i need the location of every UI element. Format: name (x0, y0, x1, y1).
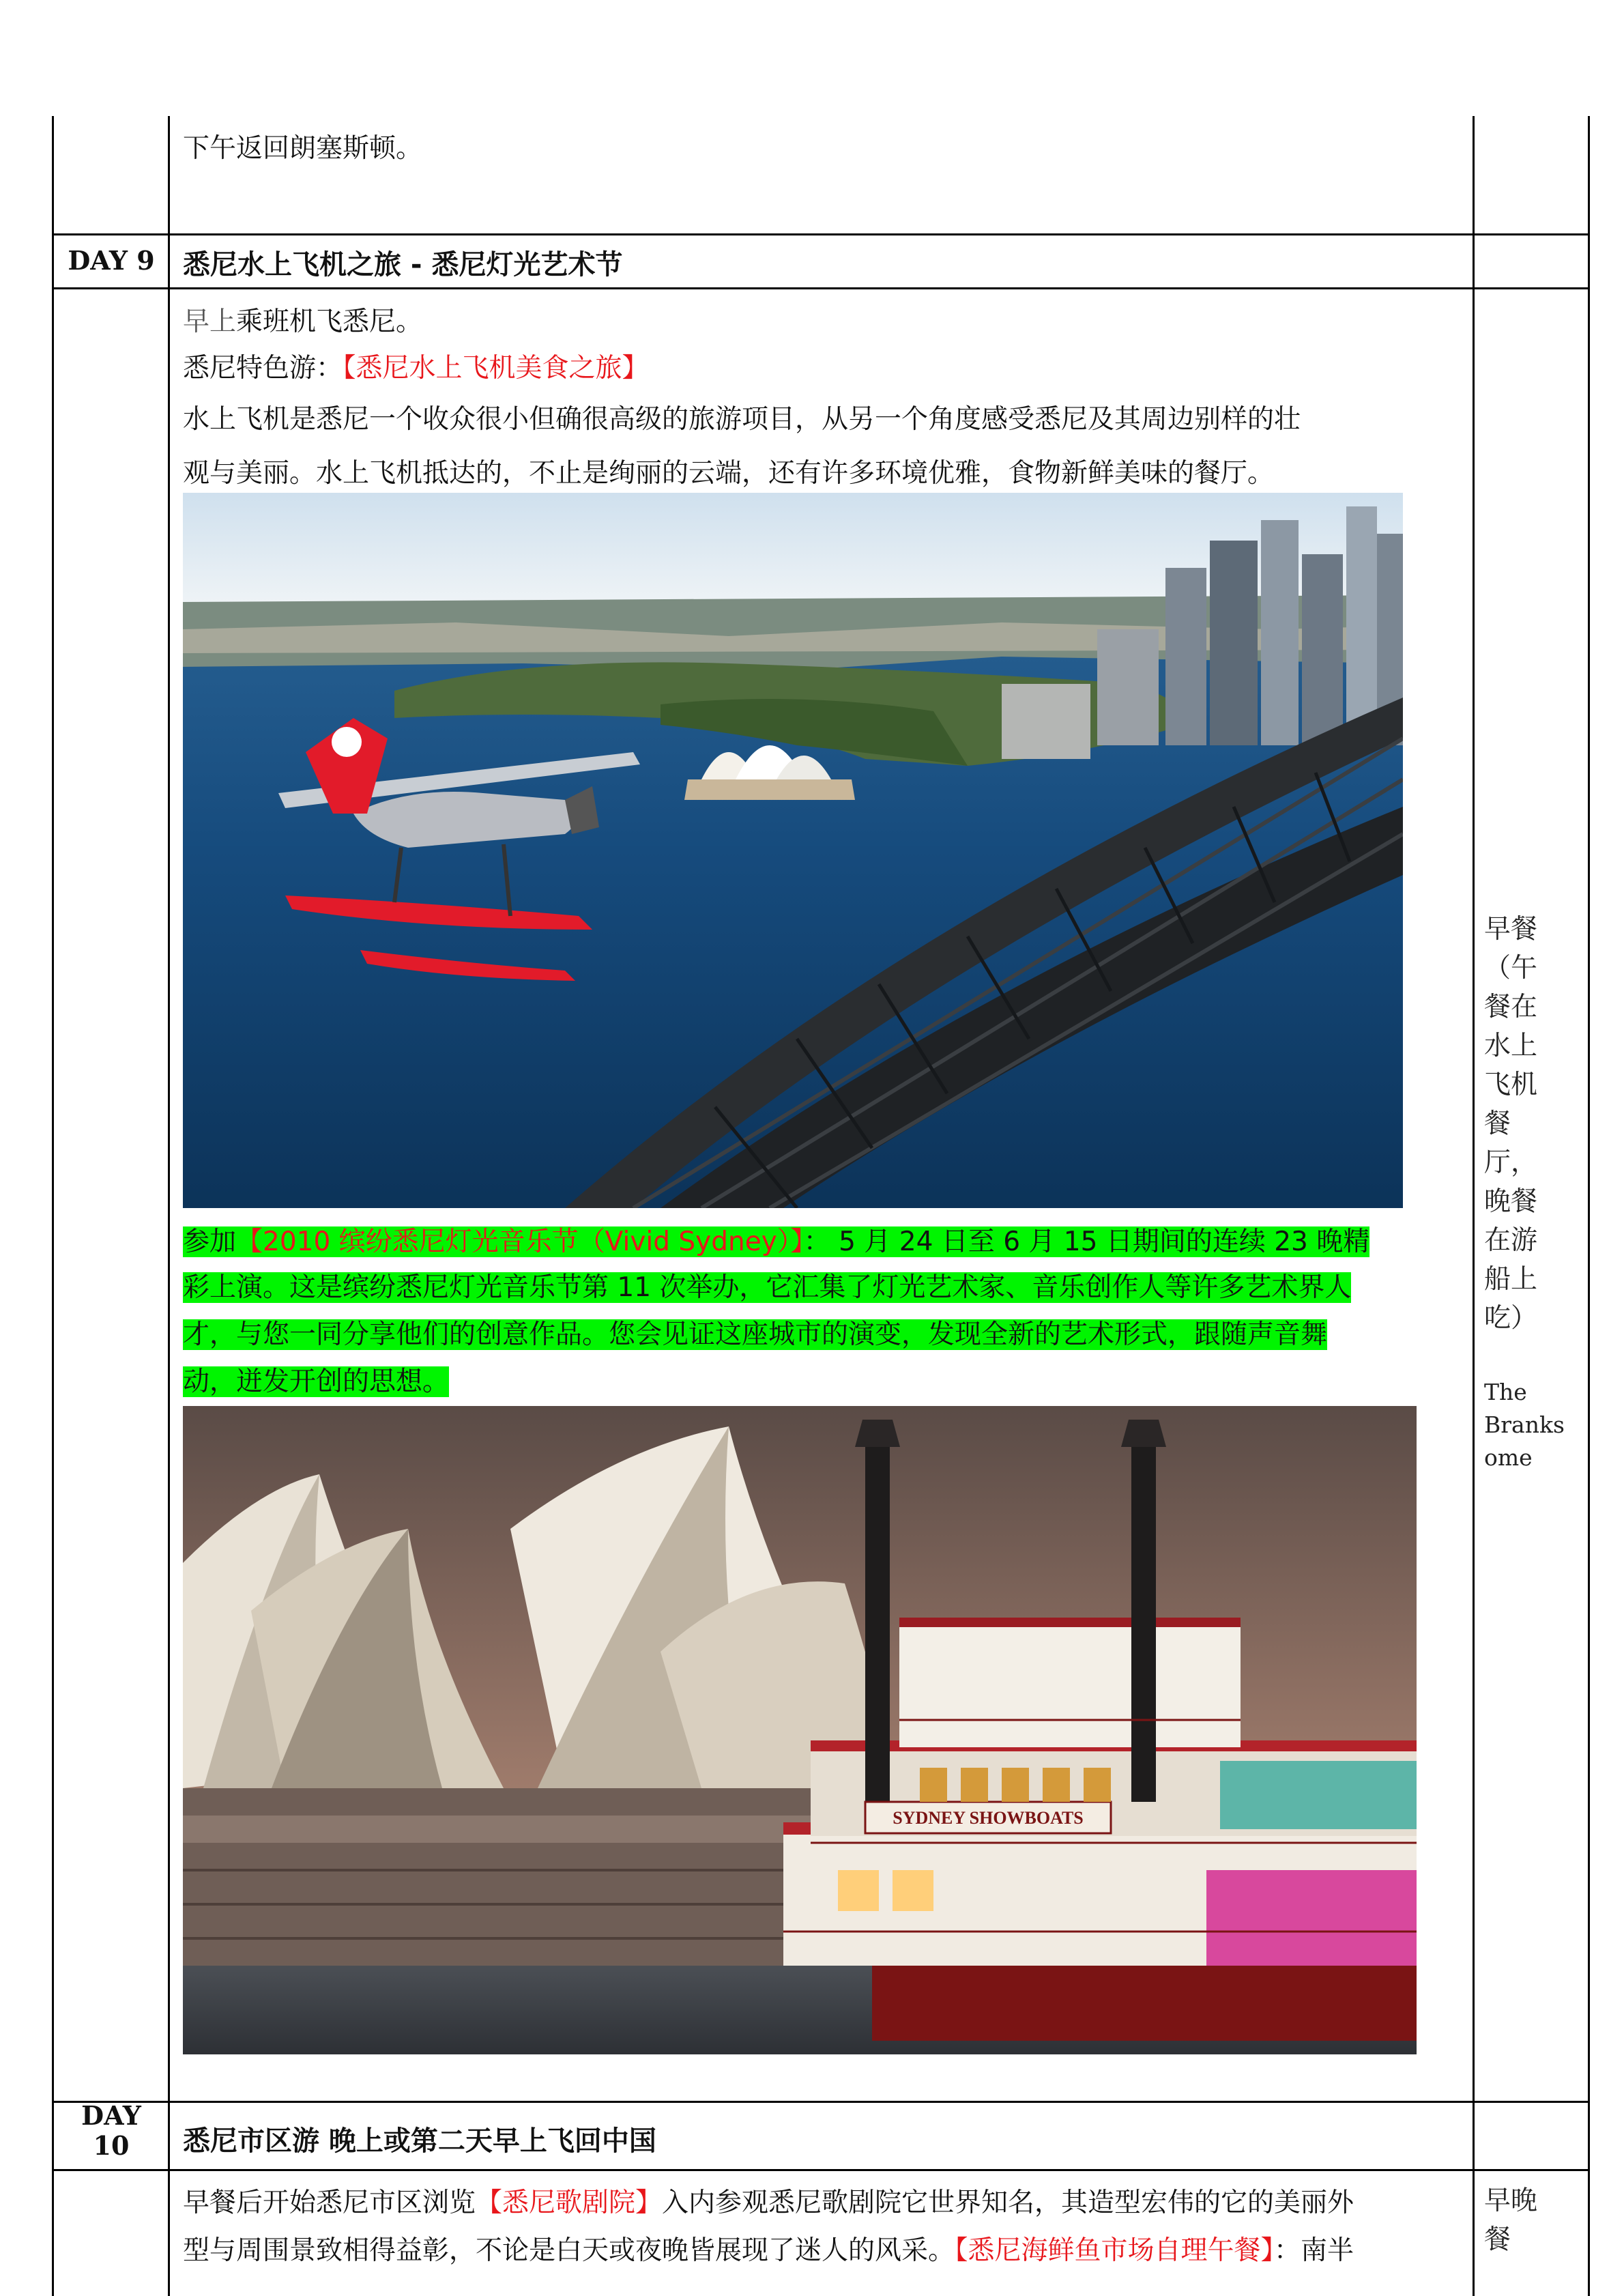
day9-label: DAY 9 (68, 245, 155, 276)
day10-line-1 (183, 2181, 1354, 2220)
day9-title: 悉尼水上飞机之旅 - 悉尼灯光艺术节 (183, 249, 623, 281)
meal-line: 吃） (1484, 1303, 1538, 1334)
day9-seaplane-tour: 【悉尼水上飞机美食之旅】 (343, 353, 649, 384)
day10-fish-market: 【悉尼海鲜鱼市场自理午餐】 (955, 2235, 1275, 2266)
vivid-prefix: 参加 (183, 1226, 237, 1257)
meal-line: 厅， (1484, 1147, 1538, 1178)
vivid-dates: ： 5 月 24 日至 6 月 15 日期间的连续 23 晚精 (803, 1226, 1370, 1257)
day10-line1-rest: 入内参观悉尼歌剧院它世界知名，其造型宏伟的它的美丽外 (662, 2187, 1354, 2218)
meal-line: 水上 (1484, 1031, 1538, 1061)
hotel-line: Branks (1484, 1411, 1565, 1438)
table-col-divider-1 (168, 116, 170, 2296)
meal-line: 晚餐 (1484, 1186, 1538, 1217)
meal-line: 早晚 (1484, 2185, 1538, 2216)
vivid-line-text: 彩上演。这是缤纷悉尼灯光音乐节第 11 次举办，它汇集了灯光艺术家、音乐创作人等许多艺术界人 (183, 1272, 1352, 1303)
vivid-festival-name: 【2010 缤纷悉尼灯光音乐节（Vivid Sydney）】 (236, 1226, 804, 1257)
opera-house-showboat-photo (183, 1406, 1417, 2054)
table-col-divider-2 (1473, 116, 1475, 2296)
prev-day-text: 下午返回朗塞斯顿。 (183, 133, 423, 164)
day10-line1-intro: 早餐后开始悉尼市区浏览 (183, 2187, 476, 2218)
day9-line1-rest: 乘班机飞悉尼。 (236, 306, 423, 337)
meal-line: 餐 (1484, 1108, 1511, 1139)
day10-opera-house: 【悉尼歌剧院】 (476, 2187, 663, 2218)
vivid-line-1 (183, 1220, 1369, 1259)
day10-meals (1484, 2181, 1580, 2259)
day10-line2-rest: ：南半 (1274, 2235, 1354, 2266)
day9-line1 (183, 300, 422, 339)
day10-line2-intro: 型与周围景致相得益彰，不论是白天或夜晚皆展现了迷人的风采。 (183, 2235, 955, 2266)
seaplane-harbour-illustration (183, 493, 1403, 1208)
day10-label (55, 2101, 168, 2161)
hotel-line: ome (1484, 1444, 1533, 1471)
day9-hotel (1484, 1376, 1580, 1474)
day9-line2 (183, 347, 649, 385)
row-divider (52, 287, 1590, 289)
showboat-sign-text: SYDNEY SHOWBOATS (893, 1808, 1084, 1828)
hotel-line: The (1484, 1379, 1527, 1405)
meal-line: 在游 (1484, 1225, 1538, 1256)
meal-line: 餐在 (1484, 992, 1538, 1022)
day9-line1-morning: 早上 (183, 306, 237, 337)
day10-label-number: 10 (93, 2130, 130, 2161)
vivid-line (183, 1266, 1351, 1304)
seaplane-harbour-photo (183, 493, 1403, 1208)
row-divider (52, 2169, 1590, 2171)
meal-line: 船上 (1484, 1264, 1538, 1295)
day9-line2-label: 悉尼特色游： (183, 353, 343, 384)
opera-showboat-illustration (183, 1406, 1417, 2054)
meal-line: 早餐 (1484, 914, 1538, 945)
table-right-border (1588, 116, 1590, 2296)
row-divider (52, 233, 1590, 235)
meal-line: 飞机 (1484, 1070, 1538, 1100)
vivid-line-text: 才，与您一同分享他们的创意作品。您会见证这座城市的演变，发现全新的艺术形式，跟随声音舞 (183, 1319, 1328, 1350)
day9-para-line: 观与美丽。水上飞机抵达的，不止是绚丽的云端，还有许多环境优雅，食物新鲜美味的餐厅。 (183, 458, 1275, 489)
row-divider (52, 2101, 1590, 2103)
day10-line-2 (183, 2229, 1354, 2267)
vivid-line-text: 动，迸发开创的思想。 (183, 1366, 450, 1397)
table-left-border (52, 116, 54, 2296)
day9-para-line: 水上飞机是悉尼一个收众很小但确很高级的旅游项目，从另一个角度感受悉尼及其周边别样的壮 (183, 404, 1301, 435)
day10-title: 悉尼市区游 晚上或第二天早上飞回中国 (183, 2125, 656, 2157)
vivid-line (183, 1360, 449, 1398)
vivid-line (183, 1313, 1327, 1351)
meal-line: （午 (1484, 953, 1538, 984)
day10-label-day: DAY (81, 2100, 141, 2131)
meal-line: 餐 (1484, 2224, 1511, 2255)
day9-meals (1484, 910, 1580, 1338)
